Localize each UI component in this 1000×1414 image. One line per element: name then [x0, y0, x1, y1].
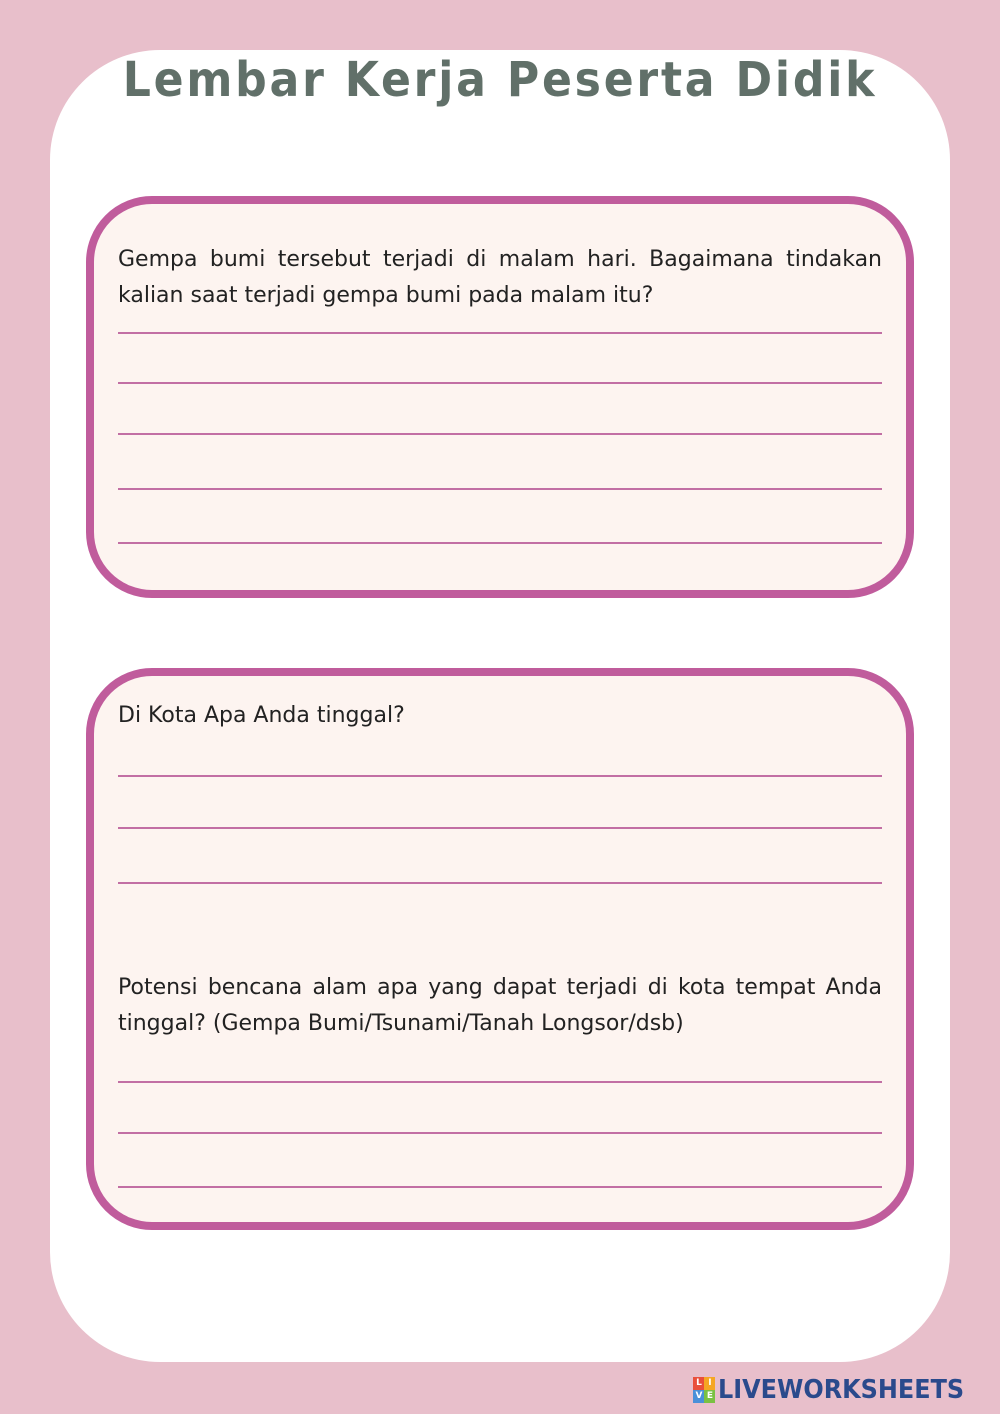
- answer-input-1a[interactable]: [118, 298, 886, 334]
- answer-input-1c[interactable]: [118, 399, 886, 435]
- logo-mark-letter: L: [693, 1377, 704, 1390]
- answer-line: [118, 775, 882, 777]
- answer-line: [118, 827, 882, 829]
- question-text-3: Potensi bencana alam apa yang dapat terjadi di kota tempat Anda tinggal? (Gempa Bumi/Tsunami/Tanah Longsor/dsb): [118, 975, 882, 1036]
- answer-input-3b[interactable]: [118, 1098, 886, 1134]
- logo-mark-letter: V: [693, 1390, 704, 1403]
- liveworksheets-logo-text: LIVEWORKSHEETS: [718, 1375, 965, 1405]
- answer-input-2a[interactable]: [118, 741, 886, 777]
- answer-input-1d[interactable]: [118, 454, 886, 490]
- answer-line: [118, 382, 882, 384]
- answer-line: [118, 542, 882, 544]
- page-title: Lembar Kerja Peserta Didik: [122, 52, 878, 108]
- question-card-2: [86, 668, 914, 1230]
- question-text-1: Gempa bumi tersebut terjadi di malam hari. Bagaimana tindakan kalian saat terjadi gempa bumi pada malam itu?: [118, 247, 882, 308]
- answer-input-2b[interactable]: [118, 793, 886, 829]
- logo-mark-letter: E: [704, 1390, 715, 1403]
- answer-input-2c[interactable]: [118, 848, 886, 884]
- answer-line: [118, 1186, 882, 1188]
- answer-line: [118, 488, 882, 490]
- answer-input-3c[interactable]: [118, 1152, 886, 1188]
- liveworksheets-mark-icon: [693, 1377, 715, 1403]
- answer-line: [118, 1132, 882, 1134]
- logo-mark-letter: I: [704, 1377, 715, 1390]
- answer-line: [118, 1081, 882, 1083]
- liveworksheets-logo: [693, 1372, 986, 1408]
- answer-input-1b[interactable]: [118, 348, 886, 384]
- question-text-2: Di Kota Apa Anda tinggal?: [118, 703, 405, 728]
- question-card-1: [86, 196, 914, 598]
- answer-line: [118, 332, 882, 334]
- answer-line: [118, 882, 882, 884]
- answer-line: [118, 433, 882, 435]
- answer-input-1e[interactable]: [118, 508, 886, 544]
- answer-input-3a[interactable]: [118, 1047, 886, 1083]
